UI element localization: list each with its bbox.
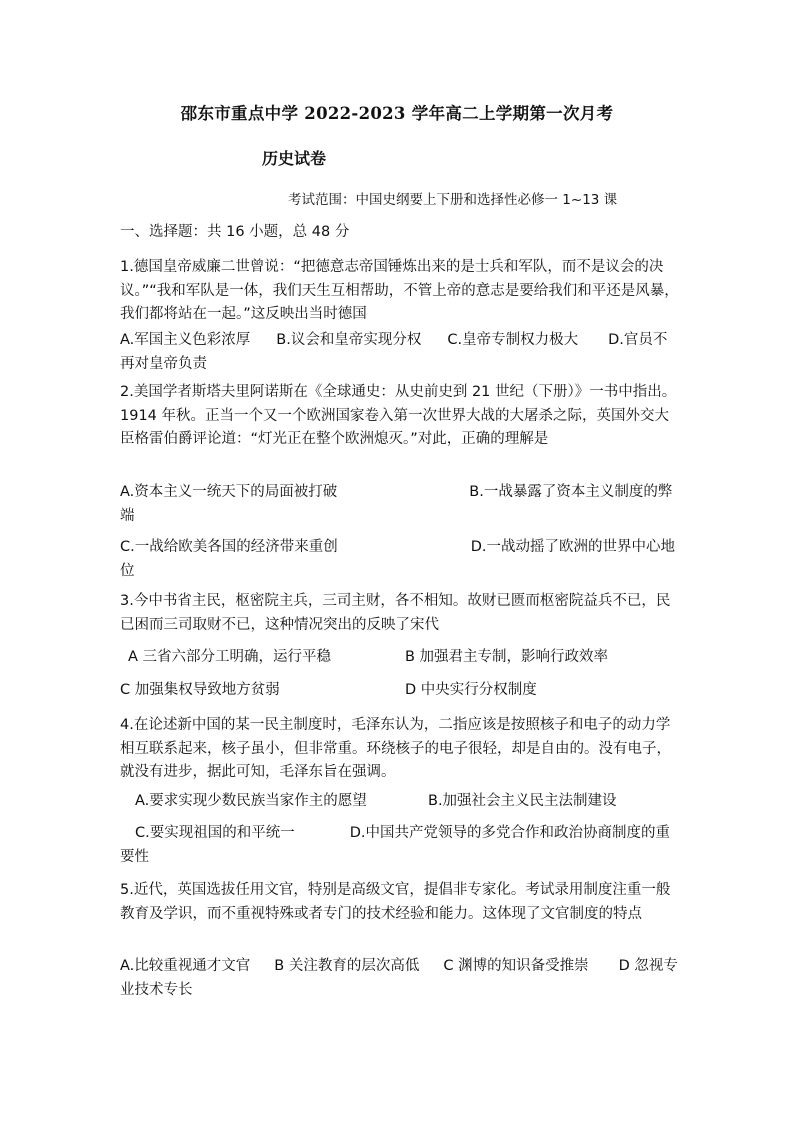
question-2-options-cd <box>120 536 680 583</box>
option-2c[interactable]: C.一战给欧美各国的经济带来重创 <box>120 539 338 555</box>
question-2-text: 2.美国学者斯塔夫里阿诺斯在《全球通史：从史前史到 21 世纪（下册）》一书中指出。1914 年秋。正当一个又一个欧洲国家卷入第一次世界大战的大屠杀之际，英国外交大臣格雷伯爵评论道：“灯光正在整个欧洲熄灭。”对此，正确的理解是 <box>120 384 677 447</box>
question-3 <box>120 590 680 637</box>
option-5c[interactable]: C 渊博的知识备受推崇 <box>443 958 589 974</box>
question-5-options <box>120 955 680 1002</box>
section-heading: 一、选择题：共 16 小题，总 48 分 <box>120 224 350 240</box>
option-4a[interactable]: A.要求实现少数民族当家作主的愿望 <box>135 793 367 809</box>
exam-title: 邵东市重点中学 2022-2023 学年高二上学期第一次月考 <box>180 104 614 123</box>
question-4-options-cd <box>120 822 680 869</box>
option-2d[interactable]: D.一战动摇了欧洲的世界中心地位 <box>120 539 676 579</box>
question-5 <box>120 879 680 926</box>
option-3a[interactable]: A 三省六部分工明确，运行平稳 <box>128 649 332 665</box>
question-3-text: 3.今中书省主民，枢密院主兵，三司主财，各不相知。故财已匮而枢密院益兵不已，民已困而三司取财不已，这种情况突出的反映了宋代 <box>120 593 671 633</box>
option-3d[interactable]: D 中央实行分权制度 <box>405 682 537 698</box>
option-1d[interactable]: D.官员不再对皇帝负责 <box>120 332 668 372</box>
option-3c[interactable]: C 加强集权导致地方贫弱 <box>120 682 280 698</box>
question-4 <box>120 714 680 785</box>
option-5d[interactable]: D 忽视专业技术专长 <box>120 958 678 998</box>
question-2-options-ab <box>120 481 680 528</box>
option-4b[interactable]: B.加强社会主义民主法制建设 <box>428 793 617 809</box>
question-3-options-ab <box>120 646 680 670</box>
question-1 <box>120 256 680 327</box>
exam-scope: 考试范围：中国史纲要上下册和选择性必修一 1~13 课 <box>288 192 618 208</box>
question-4-text: 4.在论述新中国的某一民主制度时，毛泽东认为，二指应该是按照核子和电子的动力学相互联系起来，核子虽小，但非常重。环绕核子的电子很轻，却是自由的。没有电子，就没有进步，据此可知，毛泽东旨在强调。 <box>120 717 671 780</box>
option-4c[interactable]: C.要实现祖国的和平统一 <box>135 825 295 841</box>
option-1a[interactable]: A.军国主义色彩浓厚 <box>120 332 251 348</box>
option-3b[interactable]: B 加强君主专制，影响行政效率 <box>405 649 609 665</box>
option-4d[interactable]: D.中国共产党领导的多党合作和政治协商制度的重要性 <box>120 825 671 865</box>
question-5-text: 5.近代，英国选拔任用文官，特别是高级文官，提倡非专家化。考试录用制度注重一般教育及学识，而不重视特殊或者专门的技术经验和能力。这体现了文官制度的特点 <box>120 882 671 922</box>
question-1-text: 1.德国皇帝威廉二世曾说：“把德意志帝国锤炼出来的是士兵和军队，而不是议会的决议。”“我和军队是一体，我们天生互相帮助，不管上帝的意志是要给我们和平还是风暴，我们都将站在一起。”这反映出当时德国 <box>120 259 679 322</box>
option-1c[interactable]: C.皇帝专制权力极大 <box>447 332 579 348</box>
question-4-options-ab <box>120 790 680 814</box>
option-2b[interactable]: B.一战暴露了资本主义制度的弊端 <box>120 484 673 524</box>
option-2a[interactable]: A.资本主义一统天下的局面被打破 <box>120 484 338 500</box>
question-2 <box>120 381 680 452</box>
option-1b[interactable]: B.议会和皇帝实现分权 <box>276 332 422 348</box>
option-5a[interactable]: A.比较重视通才文官 <box>120 958 251 974</box>
option-5b[interactable]: B 关注教育的层次高低 <box>274 958 420 974</box>
question-1-options <box>120 329 680 376</box>
question-3-options-cd <box>120 679 680 703</box>
subject-title: 历史试卷 <box>262 149 327 168</box>
